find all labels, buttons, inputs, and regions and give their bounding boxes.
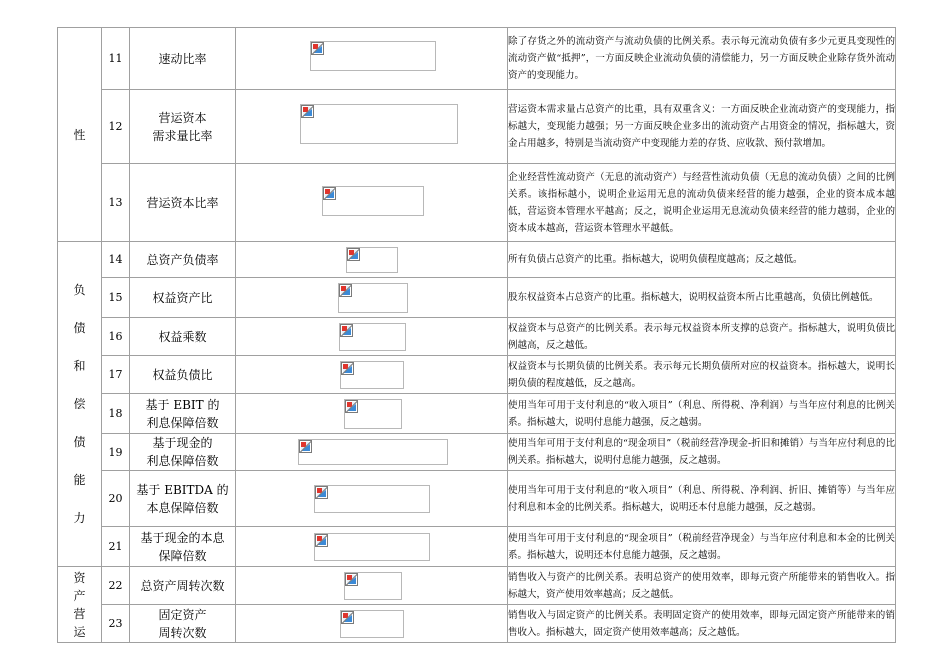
ratio-description: 营运资本需求量占总资产的比重，具有双重含义：一方面反映企业流动资产的变现能力，指标越大，变现能力越强；另一方面反映企业多出的流动资产占用资金的情况，指标越大，资金占用越多，特别是当流动资产中变现能力差的存货、应收款、预付款增加。 <box>508 90 896 164</box>
ratio-name <box>130 567 236 605</box>
formula-image-placeholder <box>338 283 408 313</box>
table-row <box>58 567 896 605</box>
ratio-description: 所有负债占总资产的比重。指标越大，说明负债程度越高；反之越低。 <box>508 242 896 278</box>
row-number: 15 <box>102 278 130 318</box>
formula-cell <box>236 394 508 434</box>
category-label-char: 负 <box>73 283 86 297</box>
formula-image-placeholder <box>344 399 402 429</box>
table-row <box>58 605 896 643</box>
broken-image-icon <box>347 248 360 261</box>
broken-image-icon <box>315 534 328 547</box>
category-label-char: 能 <box>73 473 86 487</box>
formula-cell <box>236 318 508 356</box>
row-number: 11 <box>102 28 130 90</box>
category-label-char: 运 <box>73 624 86 639</box>
ratio-name-line: 总资产周转次数 <box>140 578 225 593</box>
row-number: 16 <box>102 318 130 356</box>
ratio-name-line: 需求量比率 <box>152 128 213 143</box>
ratio-name-line: 固定资产 <box>158 607 207 622</box>
ratio-name <box>130 90 236 164</box>
ratio-name-line: 周转次数 <box>158 625 207 640</box>
ratio-description: 使用当年可用于支付利息的“收入项目”（利息、所得税、净利润、折旧、摊销等）与当年应付利息和本金的比例关系。指标越大，说明还本付息能力越强，反之越弱。 <box>508 471 896 527</box>
ratio-description: 权益资本与总资产的比例关系。表示每元权益资本所支撑的总资产。指标越大，说明负债比例越高，反之越低。 <box>508 318 896 356</box>
formula-image-placeholder <box>314 533 430 561</box>
broken-image-icon <box>339 284 352 297</box>
ratio-description: 企业经营性流动资产（无息的流动资产）与经营性流动负债（无息的流动负债）之间的比例关系。该指标越小，说明企业运用无息的流动负债来经营的能力越强，企业的资本成本越低，营运资本管理水平越高；反之，说明企业运用无息流动负债来经营的能力越弱，企业的资本成本越高，营运资本管理水平越低。 <box>508 164 896 242</box>
row-number: 19 <box>102 434 130 471</box>
formula-image-placeholder <box>300 104 458 144</box>
ratio-description: 使用当年可用于支付利息的“现金项目”（税前经营净现金）与当年应付利息和本金的比例关系。指标越大，说明还本付息能力越强，反之越弱。 <box>508 527 896 567</box>
ratio-name <box>130 28 236 90</box>
category-cell-solvency-long <box>58 242 102 567</box>
formula-cell <box>236 434 508 471</box>
ratio-name-line: 利息保障倍数 <box>146 454 219 468</box>
category-label-char: 资 <box>73 570 86 585</box>
category-label-char: 产 <box>73 588 86 603</box>
ratio-name <box>130 278 236 318</box>
table-row <box>58 28 896 90</box>
table-row <box>58 394 896 434</box>
ratio-name-line: 权益资产比 <box>152 290 213 305</box>
formula-image-placeholder <box>340 361 404 389</box>
ratio-name-line: 营运资本比率 <box>146 195 219 210</box>
formula-cell <box>236 28 508 90</box>
ratio-name <box>130 527 236 567</box>
category-label-char: 营 <box>73 606 86 621</box>
ratio-name <box>130 356 236 394</box>
category-cell-solvency-short <box>58 28 102 242</box>
formula-cell <box>236 242 508 278</box>
broken-image-icon <box>345 573 358 586</box>
row-number: 20 <box>102 471 130 527</box>
table-row <box>58 356 896 394</box>
broken-image-icon <box>341 362 354 375</box>
ratio-name-line: 基于 EBITDA 的 <box>136 482 229 497</box>
table-row <box>58 527 896 567</box>
formula-image-placeholder <box>310 41 436 71</box>
formula-cell <box>236 605 508 643</box>
broken-image-icon <box>301 105 314 118</box>
formula-cell <box>236 278 508 318</box>
broken-image-icon <box>311 42 324 55</box>
category-label-char: 债 <box>73 435 86 449</box>
formula-cell <box>236 356 508 394</box>
ratio-description: 除了存货之外的流动资产与流动负债的比例关系。表示每元流动负债有多少元更具变现性的流动资产做“抵押”，一方面反映企业流动负债的清偿能力，另一方面反映企业除存货外流动资产的变现能力。 <box>508 28 896 90</box>
category-label-char: 和 <box>73 359 86 373</box>
formula-image-placeholder <box>339 323 406 351</box>
ratio-name <box>130 471 236 527</box>
ratio-name-line: 基于 EBIT 的 <box>145 397 220 412</box>
ratio-name-line: 权益乘数 <box>158 329 207 344</box>
row-number: 12 <box>102 90 130 164</box>
formula-image-placeholder <box>346 247 398 273</box>
formula-cell <box>236 90 508 164</box>
ratio-description: 股东权益资本占总资产的比重。指标越大，说明权益资本所占比重越高，负债比例越低。 <box>508 278 896 318</box>
category-label-char: 偿 <box>73 397 86 411</box>
row-number: 23 <box>102 605 130 643</box>
ratio-description: 销售收入与固定资产的比例关系。表明固定资产的使用效率，即每元固定资产所能带来的销售收入。指标越大，固定资产使用效率越高；反之越低。 <box>508 605 896 643</box>
table-row <box>58 278 896 318</box>
broken-image-icon <box>315 486 328 499</box>
row-number: 21 <box>102 527 130 567</box>
ratio-name-line: 权益负债比 <box>152 367 213 382</box>
broken-image-icon <box>345 400 358 413</box>
ratio-description: 权益资本与长期负债的比例关系。表示每元长期负债所对应的权益资本。指标越大，说明长期负债的程度越低，反之越高。 <box>508 356 896 394</box>
formula-image-placeholder <box>344 572 402 600</box>
ratio-name <box>130 242 236 278</box>
formula-image-placeholder <box>298 439 448 465</box>
table-row <box>58 434 896 471</box>
row-number: 17 <box>102 356 130 394</box>
ratio-name-line: 基于现金的本息 <box>140 530 225 545</box>
formula-cell <box>236 567 508 605</box>
ratio-name-line: 总资产负债率 <box>146 252 219 267</box>
category-label-char: 债 <box>73 321 86 335</box>
ratio-description: 销售收入与资产的比例关系。表明总资产的使用效率，即每元资产所能带来的销售收入。指标越大，资产使用效率越高；反之越低。 <box>508 567 896 605</box>
formula-cell <box>236 471 508 527</box>
category-label: 性 <box>73 127 86 142</box>
row-number: 13 <box>102 164 130 242</box>
category-label-char: 力 <box>73 511 86 525</box>
row-number: 14 <box>102 242 130 278</box>
table-row <box>58 242 896 278</box>
table-row <box>58 90 896 164</box>
ratio-name-line: 速动比率 <box>158 51 207 66</box>
formula-cell <box>236 164 508 242</box>
broken-image-icon <box>299 440 312 453</box>
financial-ratio-table <box>57 27 896 643</box>
ratio-description: 使用当年可用于支付利息的“收入项目”（利息、所得税、净利润）与当年应付利息的比例关系。指标越大，说明付息能力越强，反之越弱。 <box>508 394 896 434</box>
category-cell-asset-operation <box>58 567 102 643</box>
broken-image-icon <box>341 611 354 624</box>
table-row <box>58 164 896 242</box>
row-number: 18 <box>102 394 130 434</box>
formula-image-placeholder <box>340 610 404 638</box>
ratio-name-line: 基于现金的 <box>152 436 213 450</box>
ratio-name-line: 本息保障倍数 <box>146 500 219 515</box>
formula-image-placeholder <box>314 485 430 513</box>
formula-image-placeholder <box>322 186 424 216</box>
ratio-name <box>130 434 236 471</box>
ratio-name-line: 营运资本 <box>158 110 207 125</box>
ratio-description: 使用当年可用于支付利息的“现金项目”（税前经营净现金-折旧和摊销）与当年应付利息的比例关系。指标越大，说明付息能力越强，反之越弱。 <box>508 434 896 471</box>
table-row <box>58 318 896 356</box>
ratio-name <box>130 318 236 356</box>
broken-image-icon <box>340 324 353 337</box>
formula-cell <box>236 527 508 567</box>
ratio-name-line: 保障倍数 <box>158 548 207 563</box>
row-number: 22 <box>102 567 130 605</box>
ratio-name <box>130 394 236 434</box>
ratio-name <box>130 164 236 242</box>
ratio-name-line: 利息保障倍数 <box>146 415 219 430</box>
table-row <box>58 471 896 527</box>
ratio-name <box>130 605 236 643</box>
broken-image-icon <box>323 187 336 200</box>
